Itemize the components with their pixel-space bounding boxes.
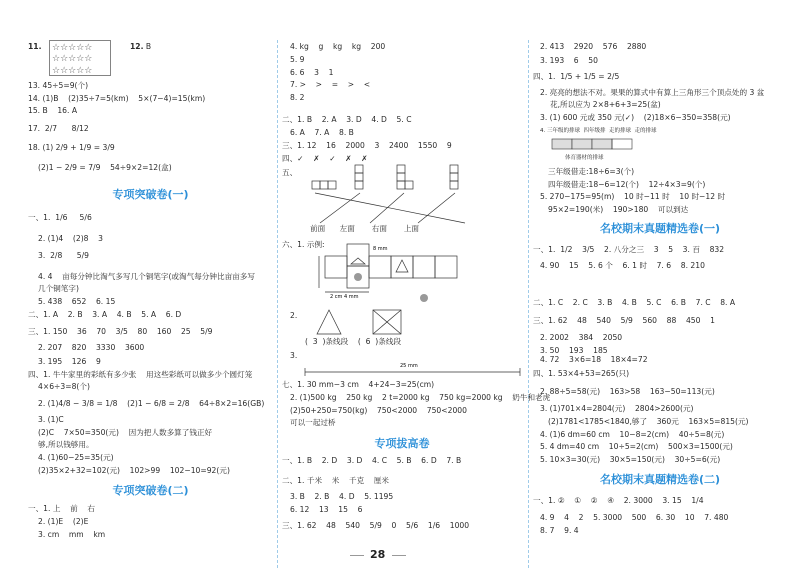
answer-line: 4. (1)60−25=35(元) [38,453,114,462]
answer-line: 11. [28,42,42,51]
answer-line: (2)50+250=750(kg) 750<2000 750<2000 [290,406,467,415]
answer-line: 14. (1)B (2)35÷7=5(km) 5×(7−4)=15(km) [28,94,206,103]
answer-line: 2. (1)E (2)E [38,517,89,526]
section-header: 专项突破卷(二) [112,484,189,497]
answer-line: 五、 [282,168,298,177]
answer-line: 8. 2 [290,93,305,102]
answer-line: 一、1. B 2. D 3. D 4. C 5. B 6. D 7. B [282,456,462,465]
answer-line: 可以一起过桥 [290,418,336,427]
answer-line: 17. 2/7 8/12 [28,124,89,133]
answer-line: 六、1. 示例: [282,240,325,249]
answer-line: 四年级借走:18−6=12(个) 12÷4×3=9(个) [548,180,706,189]
answer-line: 二、1. 千米 米 千克 厘米 [282,476,389,485]
answer-line: 4. (1)6 dm=60 cm 10−8=2(cm) 40÷5=8(元) [540,430,725,439]
svg-text:☆☆☆☆☆: ☆☆☆☆☆ [52,54,93,64]
answer-line: 12. B [130,42,152,51]
answer-line: 一、1. 1/2 3/5 2. 八分之三 3 5 3. 百 832 [533,245,725,254]
svg-text:25 mm: 25 mm [400,363,418,369]
svg-text:8 mm: 8 mm [373,246,388,252]
answer-line: 5. 438 652 6. 15 [38,297,116,306]
answer-line: 2. (1)4 (2)8 3 [38,234,103,243]
answer-line: 15. B 16. A [28,106,78,115]
answer-line: (2)1781<1785<1840,够了 360元 163×5=815(元) [548,417,749,426]
bar-diagram-figure [550,136,640,152]
column-separator [528,40,529,568]
answer-line: 2. 207 820 3330 3600 [38,343,145,352]
answer-line: 一、1. 1/6 5/6 [28,213,92,222]
answer-line: 5. 10×3=30(元) 30×5=150(元) 30÷5=6(元) [540,455,721,464]
answer-line: 4×6÷3=8(个) [38,382,90,391]
answer-line: 四、1. 1/5 + 1/5 = 2/5 [533,72,620,81]
answer-line: 13. 45÷5=9(个) [28,81,89,90]
answer-line: 2. 2002 384 2050 [540,333,623,342]
triangle-figure [315,308,415,336]
net-diagram-figure [305,242,485,307]
answer-line: 3. 50 193 185 [540,346,608,355]
answer-line: 5. 4 dm=40 cm 10÷5=2(cm) 500×3=1500(元) [540,442,733,451]
answer-line: 三、1. 62 48 540 5/9 560 88 450 1 [533,316,715,325]
answer-line: 4. 72 3×6=18 18×4=72 [540,355,648,364]
answer-line: 3. [290,351,298,360]
answer-line: 3. cm mm km [38,530,106,539]
answer-line: (2)1 − 2/9 = 7/9 54÷9×2=12(盒) [38,163,172,172]
answer-line: 几个铜笔字) [38,284,79,293]
answer-line: 3. B 2. B 4. D 5. 1195 [290,492,394,501]
answer-line: 二、1. A 2. B 3. A 4. B 5. A 6. D [28,310,182,319]
answer-line: 4. 三年级的排球 四年级排 走的排球 走的排球 [540,128,657,134]
answer-line: 够,所以钱够用。 [38,440,94,449]
answer-line: ( 3 )条线段 ( 6 )条线段 [305,337,402,346]
answer-line: 三、1. 150 36 70 3/5 80 160 25 5/9 [28,327,213,336]
answer-line: (2)35×2+32=102(元) 102>99 102−10=92(元) [38,466,230,475]
answer-line: 三、1. 62 48 540 5/9 0 5/6 1/6 1000 [282,521,470,530]
answer-line: 4. 9 4 2 5. 3000 500 6. 30 10 7. 480 [540,513,729,522]
answer-line: 2. [290,311,298,320]
answer-line: 2. 413 2920 576 2880 [540,42,647,51]
answer-line: 二、1. C 2. C 3. B 4. B 5. C 6. B 7. C 8. A [533,298,736,307]
page-number-dash [392,555,406,556]
answer-line: 6. 6 3 1 [290,68,334,77]
svg-text:2 cm 4 mm: 2 cm 4 mm [330,294,359,300]
answer-line: 三年级借走:18÷6=3(个) [548,167,635,176]
answer-line: 一、1. 上 前 右 [28,504,95,513]
answer-line: 体育器材的排球 [565,155,604,161]
answer-line: 3. (1)C [38,415,64,424]
column-separator [277,40,278,568]
three-view-figure [300,163,500,231]
answer-line: 三、1. 12 16 2000 3 2400 1550 9 [282,141,452,150]
answer-line: 二、1. B 2. A 3. D 4. D 5. C [282,115,412,124]
answer-line: 一、1. ② ① ② ④ 2. 3000 3. 15 1/4 [533,496,704,505]
section-header: 专项拔高卷 [374,437,430,450]
answer-line: 5. 9 [290,55,305,64]
page-number-dash [350,555,364,556]
answer-line: 6. A 7. A 8. B [290,128,354,137]
answer-line: 4. 90 15 5. 6 个 6. 1 时 7. 6 8. 210 [540,261,705,270]
answer-line: 2. 88÷5=58(元) 163>58 163−50=113(元) [540,387,715,396]
svg-text:☆☆☆☆☆: ☆☆☆☆☆ [52,66,93,76]
answer-line: 2. 亮亮的想法不对。果果的算式中有算上三角形三个顶点处的 3 盆 [540,88,765,97]
answer-line: 4. kg g kg kg 200 [290,42,386,51]
page-number: 28 [370,548,386,561]
answer-line: 3. (1) 600 元或 350 元(✓) (2)18×6−350=358(元) [540,113,731,122]
answer-line: (2)C 7×50=350(元) 因为把人数多算了钱正好 [38,428,213,437]
section-header: 名校期末真题精选卷(一) [599,222,721,235]
ruler-figure [300,360,525,378]
answer-line: 花,所以应为 2×8+6+3=25(盆) [550,100,661,109]
answer-line: 2. (1)4/8 − 3/8 = 1/8 (2)1 − 6/8 = 2/8 64÷8×2=16(GB) [38,399,265,408]
answer-line: 7. > > = > < [290,80,371,89]
section-header: 名校期末真题精选卷(二) [599,473,721,486]
answer-line: 18. (1) 2/9 + 1/9 = 3/9 [28,143,115,152]
answer-line: 七、1. 30 mm−3 cm 4+24−3=25(cm) [282,380,435,389]
answer-line: 95×2=190(米) 190>180 可以到达 [548,205,689,214]
star-grid-figure [49,40,111,76]
answer-line: 2. (1)500 kg 250 kg 2 t=2000 kg 750 kg=2000 kg 奶牛和老虎 [290,393,551,402]
answer-line: 6. 12 13 15 6 [290,505,363,514]
answer-line: 4. 4 亩每分钟比淘气多写几个铜笔字(或淘气每分钟比亩亩多写 [38,272,255,281]
answer-line: 8. 7 9. 4 [540,526,579,535]
answer-line: 四、1. 牛牛家里的彩纸有多少张 用这些彩纸可以做多少个圆灯笼 [28,370,253,379]
answer-line: 3. 2/8 5/9 [38,251,89,260]
answer-line: 3. (1)701×4=2804(元) 2804>2600(元) [540,404,694,413]
answer-line: 3. 195 126 9 [38,357,101,366]
answer-line: 四、✓ ✗ ✓ ✗ ✗ [282,154,368,163]
svg-text:☆☆☆☆☆: ☆☆☆☆☆ [52,43,93,53]
answer-line: 3. 193 6 50 [540,56,598,65]
answer-line: 四、1. 53×4+53=265(只) [533,369,630,378]
view-labels: 前面 左面 右面 上面 [310,224,420,233]
section-header: 专项突破卷(一) [112,188,189,201]
answer-line: 5. 270−175=95(m) 10 时−11 时 10 时−12 时 [540,192,726,201]
